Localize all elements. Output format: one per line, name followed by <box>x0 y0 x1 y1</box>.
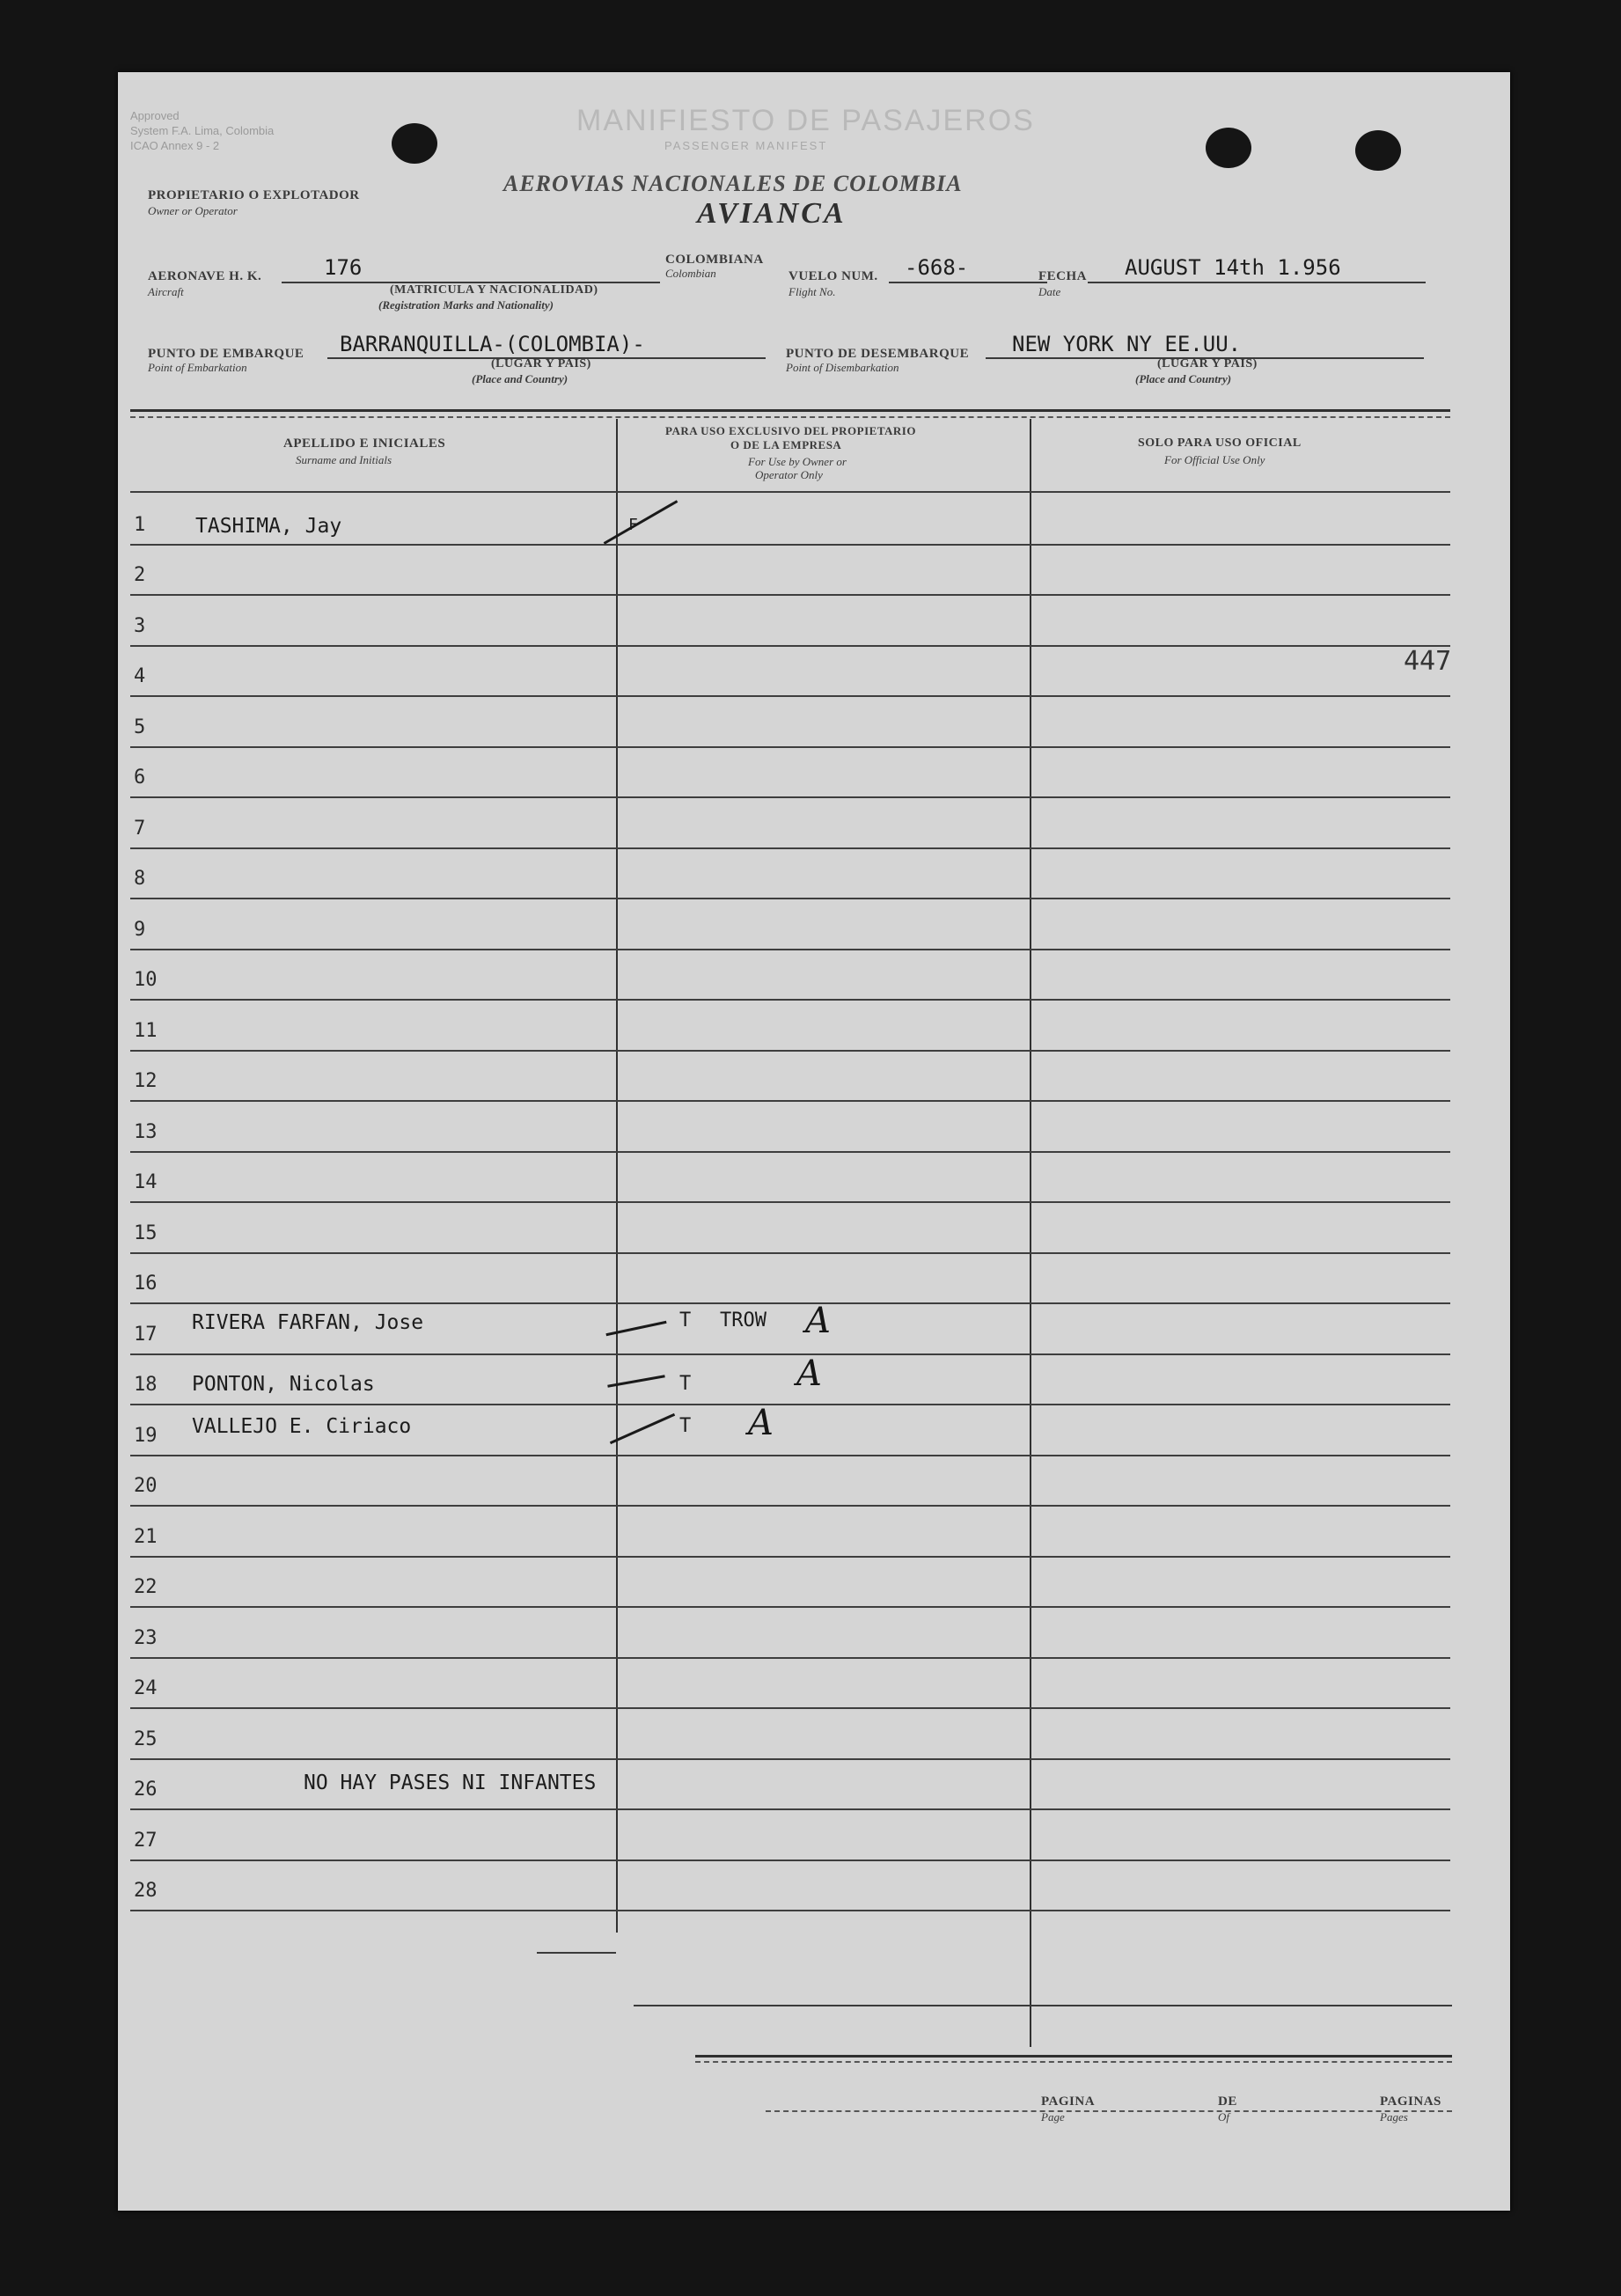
manifest-title-faded: MANIFIESTO DE PASAJEROS <box>576 104 1035 137</box>
handwritten-mark-row-18: A <box>796 1353 822 1394</box>
row-number: 23 <box>134 1626 158 1649</box>
row-rule <box>130 695 1450 697</box>
row-rule <box>130 1455 1450 1456</box>
row-rule <box>130 796 1450 798</box>
no-passes-note: NO HAY PASES NI INFANTES <box>304 1772 597 1794</box>
flight-number: -668- <box>905 255 969 280</box>
passenger-extra-row-17: TROW <box>720 1309 766 1331</box>
approval-line-1: Approved <box>130 109 180 122</box>
nationality-label: COLOMBIANA <box>665 253 764 267</box>
row-rule <box>130 645 1450 647</box>
row-number: 18 <box>134 1374 158 1396</box>
row-number: 10 <box>134 969 158 991</box>
row-number: 1 <box>134 513 146 536</box>
row-rule <box>130 999 1450 1001</box>
registration-marks-label: (MATRICULA Y NACIONALIDAD) <box>390 283 598 297</box>
row-number: 14 <box>134 1171 158 1193</box>
table-top-rule-dashed <box>130 416 1450 418</box>
row-number: 17 <box>134 1323 158 1346</box>
manifest-paper <box>118 72 1510 2211</box>
owner-label-en: Owner or Operator <box>148 204 238 217</box>
passenger-code-row-1: F <box>628 516 638 534</box>
passenger-name-row-1: TASHIMA, Jay <box>195 515 342 538</box>
row-number: 2 <box>134 564 146 586</box>
row-number: 11 <box>134 1019 158 1042</box>
row-rule <box>130 1505 1450 1507</box>
row-number: 26 <box>134 1779 158 1801</box>
handwritten-mark-row-17: A <box>805 1301 831 1341</box>
row-rule <box>130 746 1450 748</box>
column-divider-2 <box>1030 419 1031 2047</box>
handwritten-mark-row-19: A <box>748 1403 774 1443</box>
passenger-name-row-17: RIVERA FARFAN, Jose <box>192 1311 424 1334</box>
col-surname-header-en: Surname and Initials <box>296 453 392 466</box>
row-rule <box>130 1201 1450 1203</box>
col-surname-header: APELLIDO E INICIALES <box>283 436 446 451</box>
page-label: PAGINA <box>1041 2094 1096 2109</box>
row-rule <box>130 1808 1450 1810</box>
owner-label: PROPIETARIO O EXPLOTADOR <box>148 188 360 202</box>
passenger-code-row-18: T <box>679 1373 692 1395</box>
company-name: AEROVIAS NACIONALES DE COLOMBIA <box>503 171 963 196</box>
passenger-code-row-17: T <box>679 1309 692 1331</box>
footer-line <box>766 2110 1452 2112</box>
row-number: 7 <box>134 817 146 840</box>
embark-sub-en: (Place and Country) <box>472 372 568 385</box>
row-number: 3 <box>134 614 146 637</box>
embark-value: BARRANQUILLA-(COLOMBIA)- <box>340 332 645 356</box>
aircraft-label: AERONAVE H. K. <box>148 269 262 283</box>
row-number: 9 <box>134 918 146 941</box>
row-rule <box>130 544 1450 546</box>
passenger-name-row-18: PONTON, Nicolas <box>192 1373 375 1396</box>
flight-underline <box>889 282 1047 283</box>
col-owner-header-1: PARA USO EXCLUSIVO DEL PROPIETARIO <box>665 424 916 437</box>
row-number: 12 <box>134 1070 158 1092</box>
table-top-rule <box>130 409 1450 412</box>
date-underline <box>1088 282 1426 283</box>
col-official-header: SOLO PARA USO OFICIAL <box>1138 436 1302 450</box>
punch-hole-left <box>392 123 437 164</box>
of-label-en: Of <box>1218 2110 1229 2124</box>
row-rule <box>130 1050 1450 1052</box>
passenger-name-row-19: VALLEJO E. Ciriaco <box>192 1415 412 1438</box>
of-label: DE <box>1218 2094 1237 2109</box>
row-rule <box>130 594 1450 596</box>
row-rule <box>130 1151 1450 1153</box>
col-owner-header-en2: Operator Only <box>755 468 823 481</box>
pages-label: PAGINAS <box>1380 2094 1441 2109</box>
row-number: 21 <box>134 1525 158 1548</box>
row-number: 8 <box>134 868 146 890</box>
row-number: 5 <box>134 715 146 738</box>
row-rule <box>130 1302 1450 1304</box>
aircraft-label-en: Aircraft <box>148 285 184 298</box>
row-number: 28 <box>134 1880 158 1902</box>
passenger-code-row-19: T <box>679 1415 692 1437</box>
bottom-double-rule-dashed <box>695 2061 1452 2063</box>
row-rule <box>130 847 1450 849</box>
row-number: 25 <box>134 1728 158 1750</box>
total-line-left <box>537 1952 616 1954</box>
row-number: 13 <box>134 1120 158 1143</box>
embark-label-en: Point of Embarkation <box>148 361 247 374</box>
row-rule <box>130 1860 1450 1861</box>
flight-label-en: Flight No. <box>788 285 836 298</box>
bottom-double-rule <box>695 2055 1452 2058</box>
row-rule <box>130 1353 1450 1355</box>
row-number: 16 <box>134 1273 158 1295</box>
row-rule <box>130 1758 1450 1760</box>
row-number: 22 <box>134 1576 158 1598</box>
col-official-header-en: For Official Use Only <box>1164 453 1265 466</box>
row-rule <box>130 1910 1450 1911</box>
row-rule <box>130 949 1450 950</box>
bottom-line-1 <box>634 2005 1452 2006</box>
embark-label: PUNTO DE EMBARQUE <box>148 347 304 361</box>
row-rule <box>130 1606 1450 1608</box>
disembark-sub-en: (Place and Country) <box>1135 372 1232 385</box>
flight-date: AUGUST 14th 1.956 <box>1125 255 1341 280</box>
disembark-label: PUNTO DE DESEMBARQUE <box>786 347 970 361</box>
punch-hole-center <box>1206 128 1251 168</box>
row-number: 24 <box>134 1677 158 1699</box>
row-rule <box>130 1404 1450 1405</box>
row-number: 19 <box>134 1424 158 1447</box>
disembark-sub: (LUGAR Y PAIS) <box>1157 357 1258 370</box>
embark-sub: (LUGAR Y PAIS) <box>491 357 591 370</box>
nationality-label-en: Colombian <box>665 267 716 280</box>
approval-line-3: ICAO Annex 9 - 2 <box>130 139 220 152</box>
date-label: FECHA <box>1038 269 1087 283</box>
registration-marks-label-en: (Registration Marks and Nationality) <box>378 298 554 312</box>
row-number: 15 <box>134 1221 158 1244</box>
header-bottom-rule <box>130 491 1450 493</box>
row-rule <box>130 1657 1450 1659</box>
row-number: 4 <box>134 665 146 687</box>
stamp-number: 447 <box>1404 646 1452 677</box>
row-number: 27 <box>134 1829 158 1852</box>
flight-label: VUELO NUM. <box>788 269 878 283</box>
row-rule <box>130 1252 1450 1254</box>
manifest-subtitle-faded: PASSENGER MANIFEST <box>664 139 828 152</box>
row-number: 20 <box>134 1475 158 1497</box>
company-brand: AVIANCA <box>697 197 847 230</box>
pages-label-en: Pages <box>1380 2110 1408 2124</box>
col-owner-header-en1: For Use by Owner or <box>748 455 847 468</box>
row-rule <box>130 1556 1450 1558</box>
row-rule <box>130 898 1450 899</box>
row-number: 6 <box>134 767 146 789</box>
date-label-en: Date <box>1038 285 1061 298</box>
punch-hole-right <box>1355 130 1401 171</box>
col-owner-header-2: O DE LA EMPRESA <box>730 438 842 451</box>
row-rule <box>130 1100 1450 1102</box>
row-rule <box>130 1707 1450 1709</box>
disembark-value: NEW YORK NY EE.UU. <box>1012 332 1242 356</box>
disembark-label-en: Point of Disembarkation <box>786 361 899 374</box>
aircraft-registration: 176 <box>324 255 363 280</box>
page-label-en: Page <box>1041 2110 1065 2124</box>
approval-line-2: System F.A. Lima, Colombia <box>130 124 275 137</box>
